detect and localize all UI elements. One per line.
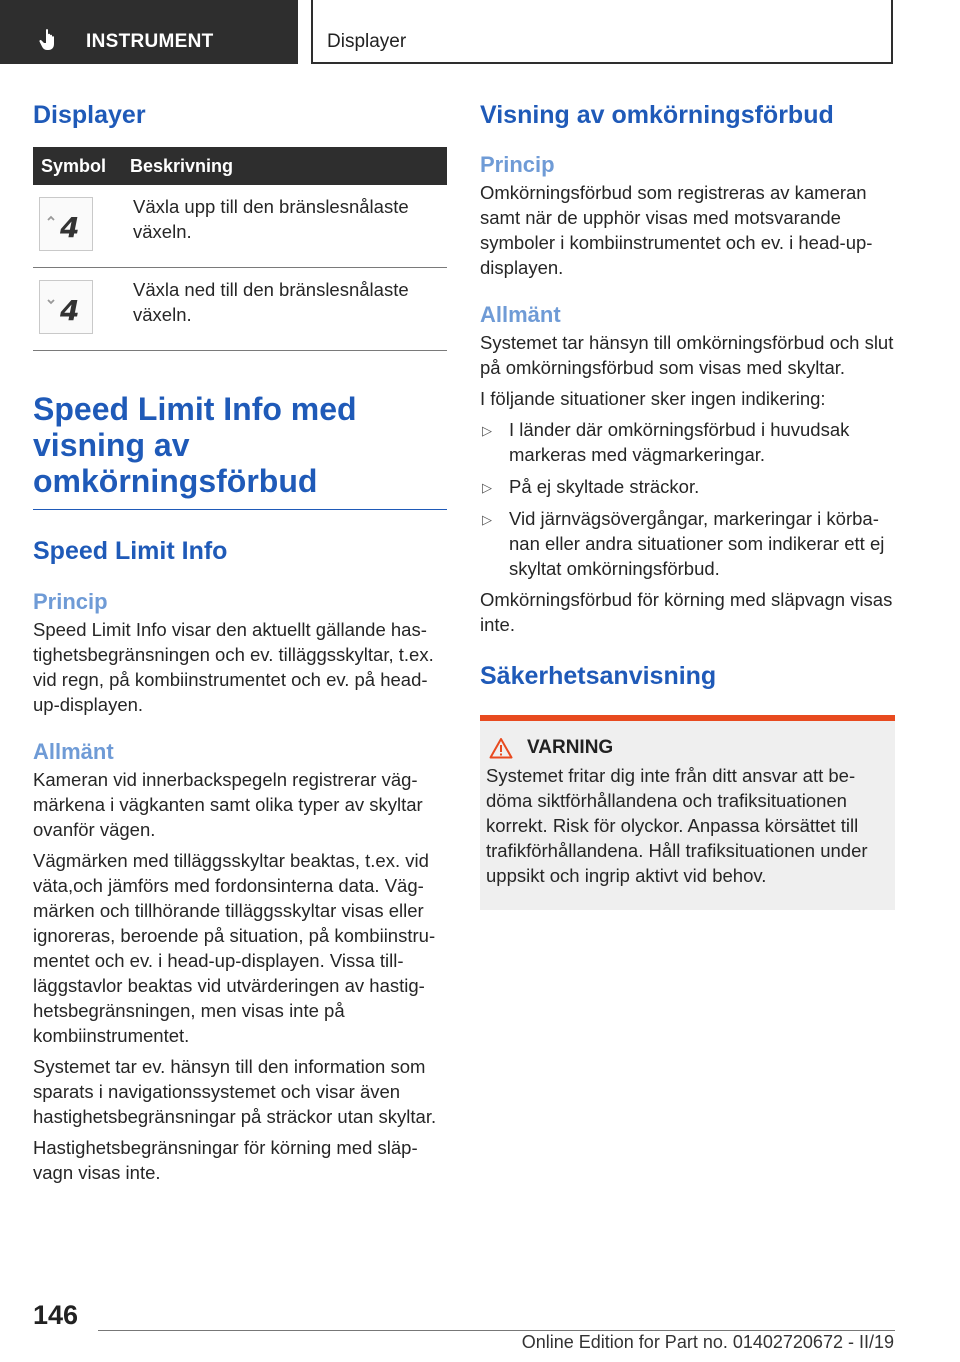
situation-list: [480, 417, 895, 581]
section-tab: [311, 0, 893, 64]
symbol-cell: [33, 268, 125, 351]
list-item: ▷ Vid järnvägsövergångar, markeringar i körbanan eller andra situationer som indikerar ett ej skyltat omkörningsförbud.: [482, 508, 885, 579]
symbol-cell: [33, 185, 125, 268]
warning-text: Systemet fritar dig inte från ditt ansvar att bedöma siktförhållandena och trafiksituationen korrekt. Risk för olyckor. Anpassa körsättet till trafikförhållandena. Håll trafiksituationen under uppsikt och ingrip aktivt vid behov.: [486, 765, 868, 886]
edition-text: Online Edition for Part no. 01402720672 - II/19: [521, 1332, 894, 1352]
allmant-text: Systemet tar hänsyn till omkörningsförbud och slut på omkörningsförbud som visas med skyltar.: [480, 332, 894, 378]
svg-text:4: 4: [60, 294, 80, 327]
table-header-row: [33, 147, 447, 185]
column-header-description: Beskrivning: [125, 147, 447, 185]
page-number: 146: [33, 1300, 79, 1330]
section-title: Displayer: [327, 31, 407, 52]
shift-down-gear-4-icon: [39, 280, 93, 334]
paragraph: Kameran vid innerbackspegeln registrerar vägmärkena i vägkanten samt olika typer av skyltar ovanför vägen.: [33, 769, 423, 840]
description-cell: Växla upp till den bränslesnålaste växeln.: [125, 185, 447, 268]
footer-divider: [98, 1330, 895, 1331]
allmant-heading: Allmänt: [33, 739, 114, 764]
list-item: ▷ I länder där omkörningsförbud i huvudsak markeras med vägmarkeringar.: [482, 419, 850, 465]
warning-triangle-icon: [489, 737, 513, 759]
chapter-title: INSTRUMENT: [86, 31, 214, 52]
warning-title: VARNING: [486, 737, 885, 759]
shift-up-gear-4-icon: [39, 197, 93, 251]
triangle-bullet-icon: ▷: [482, 480, 492, 495]
symbol-table: [33, 147, 447, 351]
svg-text:4: 4: [60, 211, 80, 244]
left-column: [33, 100, 447, 1185]
princip-text: Omkörningsförbud som registreras av kameran samt när de upphör visas med motsvarande symboler i kombiinstrumentet och ev. i head-up-displayen.: [480, 182, 873, 278]
main-title: Speed Limit Info med visning av omkörningsförbud: [33, 391, 357, 499]
trailer-text: Omkörningsförbud för körning med släpvagn visas inte.: [480, 589, 893, 635]
description-cell: Växla ned till den bränslesnålaste växeln.: [125, 268, 447, 351]
safety-heading: Säkerhetsanvisning: [480, 662, 717, 690]
table-row: [33, 185, 447, 268]
warning-box: [480, 715, 895, 910]
overtaking-title: Visning av omkörningsförbud: [480, 101, 834, 129]
speed-limit-info-heading: Speed Limit Info: [33, 537, 228, 565]
princip-heading: Princip: [480, 152, 555, 177]
paragraph: Hastighetsbegränsningar för körning med släpvagn visas inte.: [33, 1137, 418, 1183]
paragraph: Systemet tar ev. hänsyn till den information som sparats i navigationssystemet och visar även hastighetsbegränsningar på sträckor utan skyltar.: [33, 1056, 437, 1127]
list-item: ▷ På ej skyltade sträckor.: [480, 474, 895, 499]
princip-heading: Princip: [33, 589, 108, 614]
triangle-bullet-icon: ▷: [482, 423, 492, 438]
chapter-tab: [0, 0, 298, 64]
table-row: [33, 268, 447, 351]
pointing-hand-icon: [38, 28, 64, 52]
princip-text: Speed Limit Info visar den aktuellt gällande hastighetsbegränsningen och ev. tilläggsskyltar, t.ex. vid regn, på kombiinstrumentet och ev. på head-up-displayen.: [33, 619, 434, 715]
right-column: [480, 100, 895, 910]
title-divider: [33, 509, 447, 510]
column-header-symbol: Symbol: [33, 147, 125, 185]
paragraph: Vägmärken med tilläggsskyltar beaktas, t.ex. vid väta,och jämförs med fordonsinterna data. Vägmärken och tillhörande tilläggsskyltar visas eller ignoreras, beroende på situation, på kombiinstrumentet och ev. i head-up-displayen. Vissa tillläggstavlor beaktas vid utvärderingen av hastighetsbegränsningen, men visas inte på kombiinstrumentet.: [33, 850, 436, 1046]
displayer-heading: Displayer: [33, 101, 146, 129]
triangle-bullet-icon: ▷: [482, 512, 492, 527]
situations-intro: I följande situationer sker ingen indikering:: [480, 388, 826, 409]
allmant-heading: Allmänt: [480, 302, 561, 327]
